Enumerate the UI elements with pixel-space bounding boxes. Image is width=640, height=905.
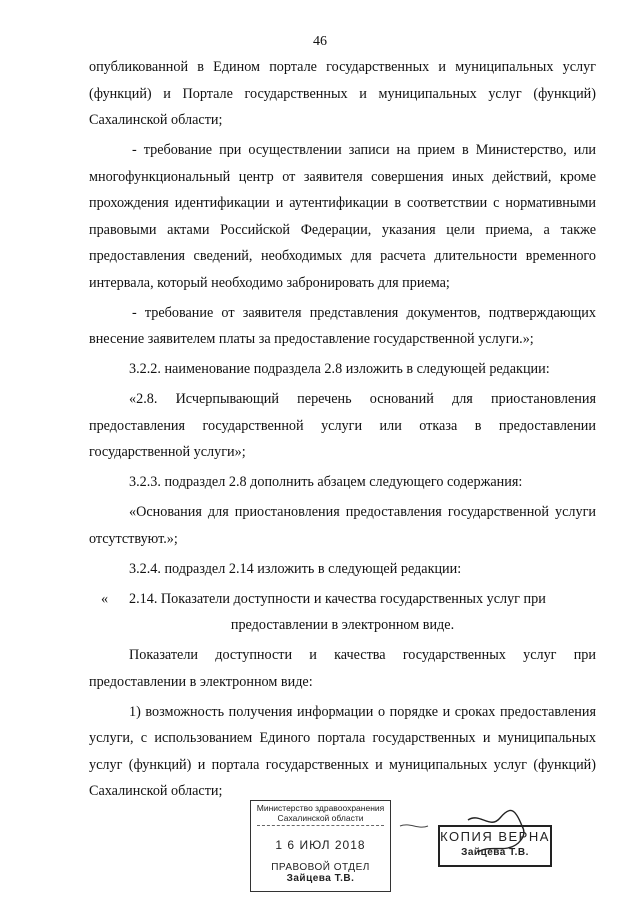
copy-stamp-title: КОПИЯ ВЕРНА: [440, 829, 550, 844]
stamp-person: Зайцева Т.В.: [286, 873, 355, 884]
paragraph-no-grounds: «Основания для приостановления предоставления государственной услуги отсутствуют.»;: [89, 504, 596, 547]
section-2-14-heading-line1: 2.14. Показатели доступности и качества государственных услуг при: [129, 590, 546, 607]
ministry-legal-department-stamp: [250, 800, 391, 892]
document-body: [89, 54, 596, 805]
stamp-organization: Министерство здравоохранения Сахалинской области: [256, 803, 385, 823]
opening-quote-mark: «: [101, 590, 109, 607]
copy-stamp-name: Зайцева Т.В.: [461, 847, 529, 858]
section-2-14-heading: [89, 586, 596, 613]
paragraph-continuation: опубликованной в Едином портале государственных и муниципальных услуг (функций) и Портале государственных и муниципальных услуг (функций) Сахалинской области;: [89, 59, 596, 128]
paragraph-section-2-8-title: «2.8. Исчерпывающий перечень оснований для приостановления предоставления государственной услуги или отказа в предоставлении государственной услуги»;: [89, 391, 596, 460]
paragraph-requirement-appointment: - требование при осуществлении записи на прием в Министерство, или многофункциональный центр от заявителя совершения иных действий, кроме прохождения идентификации и аутентификации в соответствии с нормативными правовыми актами Российской Федерации, указания цели приема, а также предоставления сведений, необходимых для расчета длительности временного интервала, который необходимо забронировать для приема;: [89, 142, 596, 291]
stamp-divider: [257, 825, 384, 826]
section-2-14-heading-line2: предоставлении в электронном виде.: [230, 617, 455, 633]
stamp-department: ПРАВОВОЙ ОТДЕЛ: [271, 862, 370, 873]
copy-certified-stamp: [438, 825, 552, 867]
paragraph-indicator-1: 1) возможность получения информации о порядке и сроках предоставления услуги, с использованием Единого портала государственных и муниципальных услуг (функций) и портала государственных и муниципальных услуг (функций) Сахалинской области;: [89, 703, 596, 799]
page-number: 46: [313, 34, 327, 49]
paragraph-amendment-3-2-3: 3.2.3. подраздел 2.8 дополнить абзацем следующего содержания:: [129, 474, 523, 490]
paragraph-requirement-payment-docs: - требование от заявителя представления документов, подтверждающих внесение заявителем платы за предоставление государственной услуги.»;: [89, 304, 596, 347]
paragraph-amendment-3-2-4: 3.2.4. подраздел 2.14 изложить в следующей редакции:: [129, 560, 462, 577]
paragraph-indicators-intro: Показатели доступности и качества государственных услуг при предоставлении в электронном виде:: [89, 647, 596, 690]
stamp-date: 1 6 ИЮЛ 2018: [275, 838, 366, 852]
paragraph-amendment-3-2-2: 3.2.2. наименование подраздела 2.8 изложить в следующей редакции:: [129, 361, 550, 377]
